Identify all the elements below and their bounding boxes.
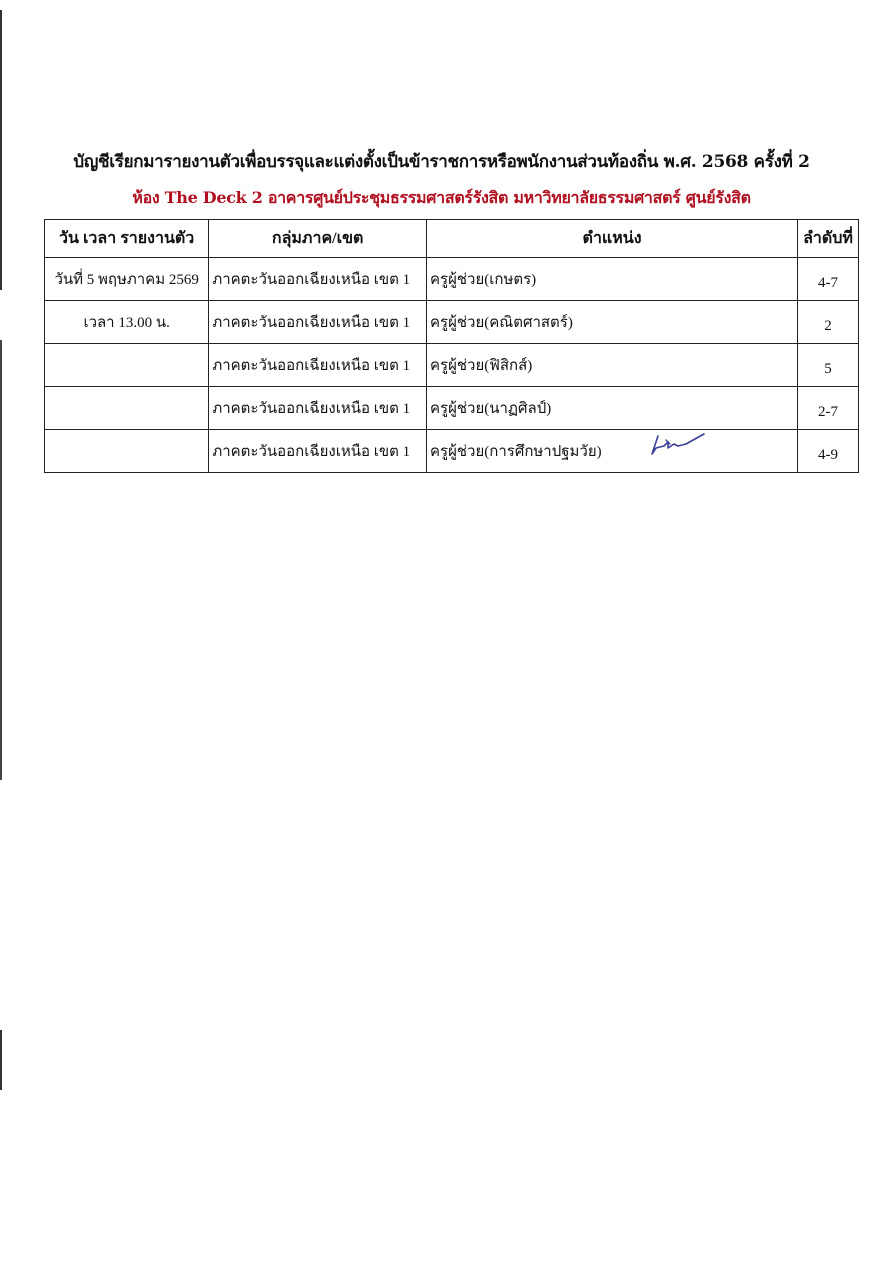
cell-order: 2-7	[798, 387, 859, 430]
cell-position: ครูผู้ช่วย(เกษตร)	[426, 258, 797, 301]
table-row	[45, 344, 859, 387]
cell-date	[45, 344, 209, 387]
cell-date	[45, 387, 209, 430]
scan-edge-artifact	[0, 340, 2, 780]
roster-table	[44, 219, 859, 473]
cell-region: ภาคตะวันออกเฉียงเหนือ เขต 1	[209, 301, 427, 344]
table-row	[45, 430, 859, 473]
signature-icon	[644, 426, 724, 456]
cell-order: 4-9	[798, 430, 859, 473]
scan-edge-artifact	[0, 1030, 2, 1090]
cell-region: ภาคตะวันออกเฉียงเหนือ เขต 1	[209, 430, 427, 473]
document-title: บัญชีเรียกมารายงานตัวเพื่อบรรจุและแต่งตั้งเป็นข้าราชการหรือพนักงานส่วนท้องถิ่น พ.ศ. 2568 ครั้งที่ 2	[73, 152, 810, 172]
header-date-time: วัน เวลา รายงานตัว	[45, 220, 209, 258]
header-position: ตำแหน่ง	[426, 220, 797, 258]
cell-position: ครูผู้ช่วย(คณิตศาสตร์)	[426, 301, 797, 344]
table-row	[45, 258, 859, 301]
header-order: ลำดับที่	[798, 220, 859, 258]
cell-order: 4-7	[798, 258, 859, 301]
cell-region: ภาคตะวันออกเฉียงเหนือ เขต 1	[209, 344, 427, 387]
cell-position: ครูผู้ช่วย(การศึกษาปฐมวัย)	[426, 430, 797, 473]
table-row	[45, 387, 859, 430]
cell-order: 5	[798, 344, 859, 387]
cell-region: ภาคตะวันออกเฉียงเหนือ เขต 1	[209, 387, 427, 430]
table-row	[45, 301, 859, 344]
header-region: กลุ่มภาค/เขต	[209, 220, 427, 258]
cell-date	[45, 430, 209, 473]
document-subtitle-venue: ห้อง The Deck 2 อาคารศูนย์ประชุมธรรมศาสตร์รังสิต มหาวิทยาลัยธรรมศาสตร์ ศูนย์รังสิต	[132, 188, 751, 207]
cell-position: ครูผู้ช่วย(ฟิสิกส์)	[426, 344, 797, 387]
table-header-row	[45, 220, 859, 258]
cell-region: ภาคตะวันออกเฉียงเหนือ เขต 1	[209, 258, 427, 301]
cell-date: เวลา 13.00 น.	[45, 301, 209, 344]
cell-date: วันที่ 5 พฤษภาคม 2569	[45, 258, 209, 301]
cell-order: 2	[798, 301, 859, 344]
cell-position: ครูผู้ช่วย(นาฏศิลป์)	[426, 387, 797, 430]
